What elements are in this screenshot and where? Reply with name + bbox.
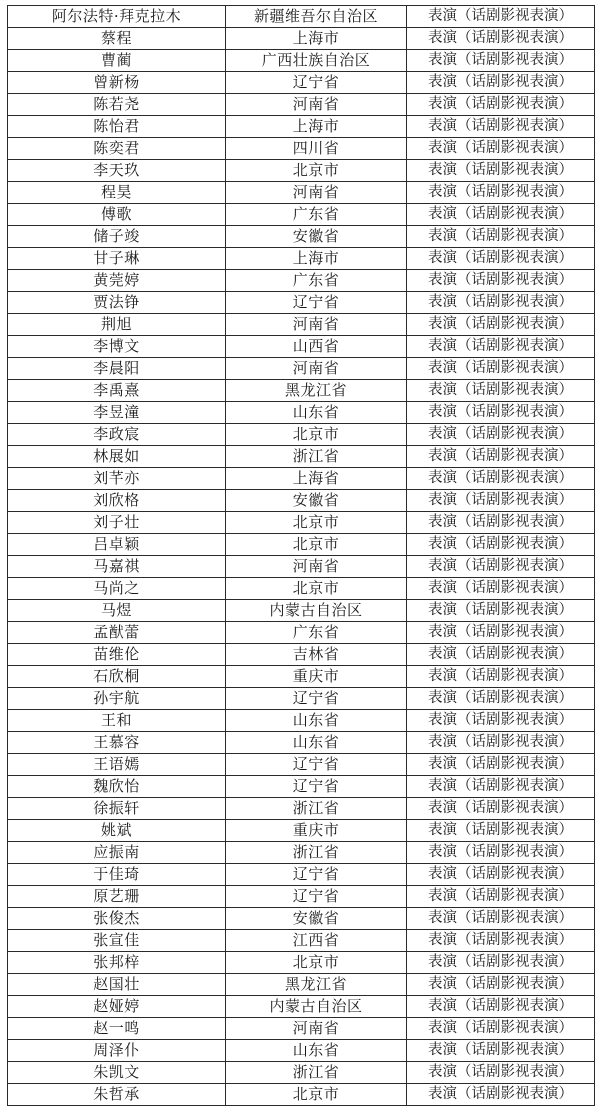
student-name-cell: 曹蔺 <box>8 50 226 72</box>
student-name-cell: 徐振轩 <box>8 798 226 820</box>
major-cell: 表演（话剧影视表演） <box>407 380 595 402</box>
major-cell: 表演（话剧影视表演） <box>407 468 595 490</box>
province-cell: 河南省 <box>226 1018 407 1040</box>
table-row <box>8 776 595 798</box>
roster-table-body <box>8 6 595 1106</box>
major-cell: 表演（话剧影视表演） <box>407 776 595 798</box>
province-cell: 上海市 <box>226 28 407 50</box>
student-name-cell: 原艺珊 <box>8 886 226 908</box>
province-cell: 山西省 <box>226 336 407 358</box>
student-name-cell: 李昱潼 <box>8 402 226 424</box>
table-row <box>8 446 595 468</box>
student-name-cell: 傅歌 <box>8 204 226 226</box>
table-row <box>8 424 595 446</box>
table-row <box>8 820 595 842</box>
student-name-cell: 刘欣格 <box>8 490 226 512</box>
table-row <box>8 380 595 402</box>
student-name-cell: 贾法铮 <box>8 292 226 314</box>
province-cell: 辽宁省 <box>226 776 407 798</box>
student-name-cell: 孙宇航 <box>8 688 226 710</box>
province-cell: 浙江省 <box>226 446 407 468</box>
major-cell: 表演（话剧影视表演） <box>407 270 595 292</box>
province-cell: 北京市 <box>226 534 407 556</box>
table-row <box>8 204 595 226</box>
province-cell: 安徽省 <box>226 908 407 930</box>
province-cell: 广东省 <box>226 622 407 644</box>
major-cell: 表演（话剧影视表演） <box>407 402 595 424</box>
student-name-cell: 苗维伦 <box>8 644 226 666</box>
table-row <box>8 28 595 50</box>
table-row <box>8 930 595 952</box>
student-name-cell: 朱哲承 <box>8 1084 226 1106</box>
major-cell: 表演（话剧影视表演） <box>407 292 595 314</box>
roster-table <box>7 5 595 1106</box>
major-cell: 表演（话剧影视表演） <box>407 226 595 248</box>
table-row <box>8 182 595 204</box>
student-name-cell: 张俊杰 <box>8 908 226 930</box>
table-row <box>8 842 595 864</box>
table-row <box>8 94 595 116</box>
student-name-cell: 荆旭 <box>8 314 226 336</box>
province-cell: 浙江省 <box>226 1062 407 1084</box>
major-cell: 表演（话剧影视表演） <box>407 138 595 160</box>
province-cell: 四川省 <box>226 138 407 160</box>
major-cell: 表演（话剧影视表演） <box>407 1084 595 1106</box>
major-cell: 表演（话剧影视表演） <box>407 160 595 182</box>
table-row <box>8 138 595 160</box>
province-cell: 黑龙江省 <box>226 974 407 996</box>
student-name-cell: 曾新杨 <box>8 72 226 94</box>
student-name-cell: 马嘉祺 <box>8 556 226 578</box>
student-name-cell: 刘子壮 <box>8 512 226 534</box>
student-name-cell: 李博文 <box>8 336 226 358</box>
province-cell: 安徽省 <box>226 226 407 248</box>
student-name-cell: 吕卓颖 <box>8 534 226 556</box>
table-row <box>8 116 595 138</box>
major-cell: 表演（话剧影视表演） <box>407 754 595 776</box>
table-row <box>8 952 595 974</box>
student-name-cell: 林展如 <box>8 446 226 468</box>
student-name-cell: 马煜 <box>8 600 226 622</box>
table-row <box>8 644 595 666</box>
student-name-cell: 应振南 <box>8 842 226 864</box>
student-name-cell: 李晨阳 <box>8 358 226 380</box>
province-cell: 内蒙古自治区 <box>226 996 407 1018</box>
table-row <box>8 600 595 622</box>
province-cell: 江西省 <box>226 930 407 952</box>
major-cell: 表演（话剧影视表演） <box>407 952 595 974</box>
province-cell: 辽宁省 <box>226 864 407 886</box>
student-name-cell: 刘芊亦 <box>8 468 226 490</box>
province-cell: 河南省 <box>226 94 407 116</box>
major-cell: 表演（话剧影视表演） <box>407 248 595 270</box>
table-row <box>8 754 595 776</box>
table-row <box>8 6 595 28</box>
table-row <box>8 468 595 490</box>
student-name-cell: 魏欣怡 <box>8 776 226 798</box>
major-cell: 表演（话剧影视表演） <box>407 358 595 380</box>
major-cell: 表演（话剧影视表演） <box>407 424 595 446</box>
province-cell: 辽宁省 <box>226 688 407 710</box>
student-name-cell: 于佳琦 <box>8 864 226 886</box>
province-cell: 吉林省 <box>226 644 407 666</box>
table-row <box>8 358 595 380</box>
province-cell: 北京市 <box>226 424 407 446</box>
table-row <box>8 732 595 754</box>
table-row <box>8 1084 595 1106</box>
student-name-cell: 王慕容 <box>8 732 226 754</box>
major-cell: 表演（话剧影视表演） <box>407 534 595 556</box>
student-name-cell: 李天玖 <box>8 160 226 182</box>
province-cell: 上海省 <box>226 468 407 490</box>
table-row <box>8 314 595 336</box>
student-name-cell: 蔡程 <box>8 28 226 50</box>
major-cell: 表演（话剧影视表演） <box>407 578 595 600</box>
province-cell: 北京市 <box>226 1084 407 1106</box>
table-row <box>8 1018 595 1040</box>
province-cell: 北京市 <box>226 512 407 534</box>
table-row <box>8 798 595 820</box>
major-cell: 表演（话剧影视表演） <box>407 732 595 754</box>
major-cell: 表演（话剧影视表演） <box>407 710 595 732</box>
major-cell: 表演（话剧影视表演） <box>407 28 595 50</box>
major-cell: 表演（话剧影视表演） <box>407 72 595 94</box>
student-name-cell: 阿尔法特·拜克拉木 <box>8 6 226 28</box>
major-cell: 表演（话剧影视表演） <box>407 6 595 28</box>
province-cell: 广东省 <box>226 204 407 226</box>
province-cell: 北京市 <box>226 160 407 182</box>
major-cell: 表演（话剧影视表演） <box>407 94 595 116</box>
student-name-cell: 马尚之 <box>8 578 226 600</box>
province-cell: 广东省 <box>226 270 407 292</box>
table-row <box>8 908 595 930</box>
major-cell: 表演（话剧影视表演） <box>407 908 595 930</box>
major-cell: 表演（话剧影视表演） <box>407 930 595 952</box>
major-cell: 表演（话剧影视表演） <box>407 50 595 72</box>
major-cell: 表演（话剧影视表演） <box>407 446 595 468</box>
student-name-cell: 黄莞婷 <box>8 270 226 292</box>
major-cell: 表演（话剧影视表演） <box>407 116 595 138</box>
province-cell: 河南省 <box>226 314 407 336</box>
table-row <box>8 622 595 644</box>
table-row <box>8 248 595 270</box>
province-cell: 新疆维吾尔自治区 <box>226 6 407 28</box>
table-row <box>8 996 595 1018</box>
student-name-cell: 张邦梓 <box>8 952 226 974</box>
province-cell: 重庆市 <box>226 820 407 842</box>
table-row <box>8 270 595 292</box>
province-cell: 河南省 <box>226 358 407 380</box>
province-cell: 山东省 <box>226 402 407 424</box>
province-cell: 山东省 <box>226 1040 407 1062</box>
province-cell: 安徽省 <box>226 490 407 512</box>
table-row <box>8 490 595 512</box>
major-cell: 表演（话剧影视表演） <box>407 688 595 710</box>
student-name-cell: 程昊 <box>8 182 226 204</box>
student-name-cell: 孟猷蕾 <box>8 622 226 644</box>
major-cell: 表演（话剧影视表演） <box>407 1062 595 1084</box>
table-row <box>8 226 595 248</box>
province-cell: 重庆市 <box>226 666 407 688</box>
student-name-cell: 陈若尧 <box>8 94 226 116</box>
major-cell: 表演（话剧影视表演） <box>407 600 595 622</box>
major-cell: 表演（话剧影视表演） <box>407 644 595 666</box>
table-row <box>8 292 595 314</box>
major-cell: 表演（话剧影视表演） <box>407 182 595 204</box>
table-row <box>8 512 595 534</box>
province-cell: 广西壮族自治区 <box>226 50 407 72</box>
table-row <box>8 72 595 94</box>
major-cell: 表演（话剧影视表演） <box>407 314 595 336</box>
table-row <box>8 578 595 600</box>
province-cell: 上海市 <box>226 116 407 138</box>
student-name-cell: 朱凯文 <box>8 1062 226 1084</box>
major-cell: 表演（话剧影视表演） <box>407 996 595 1018</box>
major-cell: 表演（话剧影视表演） <box>407 666 595 688</box>
province-cell: 辽宁省 <box>226 72 407 94</box>
major-cell: 表演（话剧影视表演） <box>407 1040 595 1062</box>
table-row <box>8 556 595 578</box>
province-cell: 山东省 <box>226 732 407 754</box>
major-cell: 表演（话剧影视表演） <box>407 512 595 534</box>
table-row <box>8 50 595 72</box>
student-name-cell: 陈怡君 <box>8 116 226 138</box>
student-name-cell: 李政宸 <box>8 424 226 446</box>
student-name-cell: 李禹熹 <box>8 380 226 402</box>
major-cell: 表演（话剧影视表演） <box>407 842 595 864</box>
province-cell: 北京市 <box>226 578 407 600</box>
table-row <box>8 688 595 710</box>
major-cell: 表演（话剧影视表演） <box>407 556 595 578</box>
table-row <box>8 402 595 424</box>
province-cell: 黑龙江省 <box>226 380 407 402</box>
province-cell: 辽宁省 <box>226 754 407 776</box>
major-cell: 表演（话剧影视表演） <box>407 336 595 358</box>
major-cell: 表演（话剧影视表演） <box>407 864 595 886</box>
table-row <box>8 1040 595 1062</box>
major-cell: 表演（话剧影视表演） <box>407 820 595 842</box>
province-cell: 上海市 <box>226 248 407 270</box>
table-row <box>8 160 595 182</box>
table-row <box>8 864 595 886</box>
student-name-cell: 甘子琳 <box>8 248 226 270</box>
major-cell: 表演（话剧影视表演） <box>407 798 595 820</box>
province-cell: 山东省 <box>226 710 407 732</box>
table-row <box>8 1062 595 1084</box>
major-cell: 表演（话剧影视表演） <box>407 1018 595 1040</box>
student-name-cell: 张宣佳 <box>8 930 226 952</box>
student-name-cell: 王语嫣 <box>8 754 226 776</box>
student-name-cell: 王和 <box>8 710 226 732</box>
province-cell: 浙江省 <box>226 842 407 864</box>
province-cell: 浙江省 <box>226 798 407 820</box>
student-name-cell: 赵国壮 <box>8 974 226 996</box>
student-name-cell: 陈奕君 <box>8 138 226 160</box>
table-row <box>8 974 595 996</box>
table-row <box>8 886 595 908</box>
table-row <box>8 666 595 688</box>
major-cell: 表演（话剧影视表演） <box>407 886 595 908</box>
student-name-cell: 石欣桐 <box>8 666 226 688</box>
table-row <box>8 710 595 732</box>
table-row <box>8 336 595 358</box>
student-name-cell: 赵娅婷 <box>8 996 226 1018</box>
province-cell: 辽宁省 <box>226 886 407 908</box>
student-name-cell: 储子竣 <box>8 226 226 248</box>
province-cell: 北京市 <box>226 952 407 974</box>
province-cell: 河南省 <box>226 556 407 578</box>
major-cell: 表演（话剧影视表演） <box>407 974 595 996</box>
province-cell: 内蒙古自治区 <box>226 600 407 622</box>
student-name-cell: 姚斌 <box>8 820 226 842</box>
major-cell: 表演（话剧影视表演） <box>407 490 595 512</box>
table-row <box>8 534 595 556</box>
student-name-cell: 赵一鸣 <box>8 1018 226 1040</box>
province-cell: 河南省 <box>226 182 407 204</box>
major-cell: 表演（话剧影视表演） <box>407 622 595 644</box>
student-name-cell: 周泽仆 <box>8 1040 226 1062</box>
major-cell: 表演（话剧影视表演） <box>407 204 595 226</box>
province-cell: 辽宁省 <box>226 292 407 314</box>
